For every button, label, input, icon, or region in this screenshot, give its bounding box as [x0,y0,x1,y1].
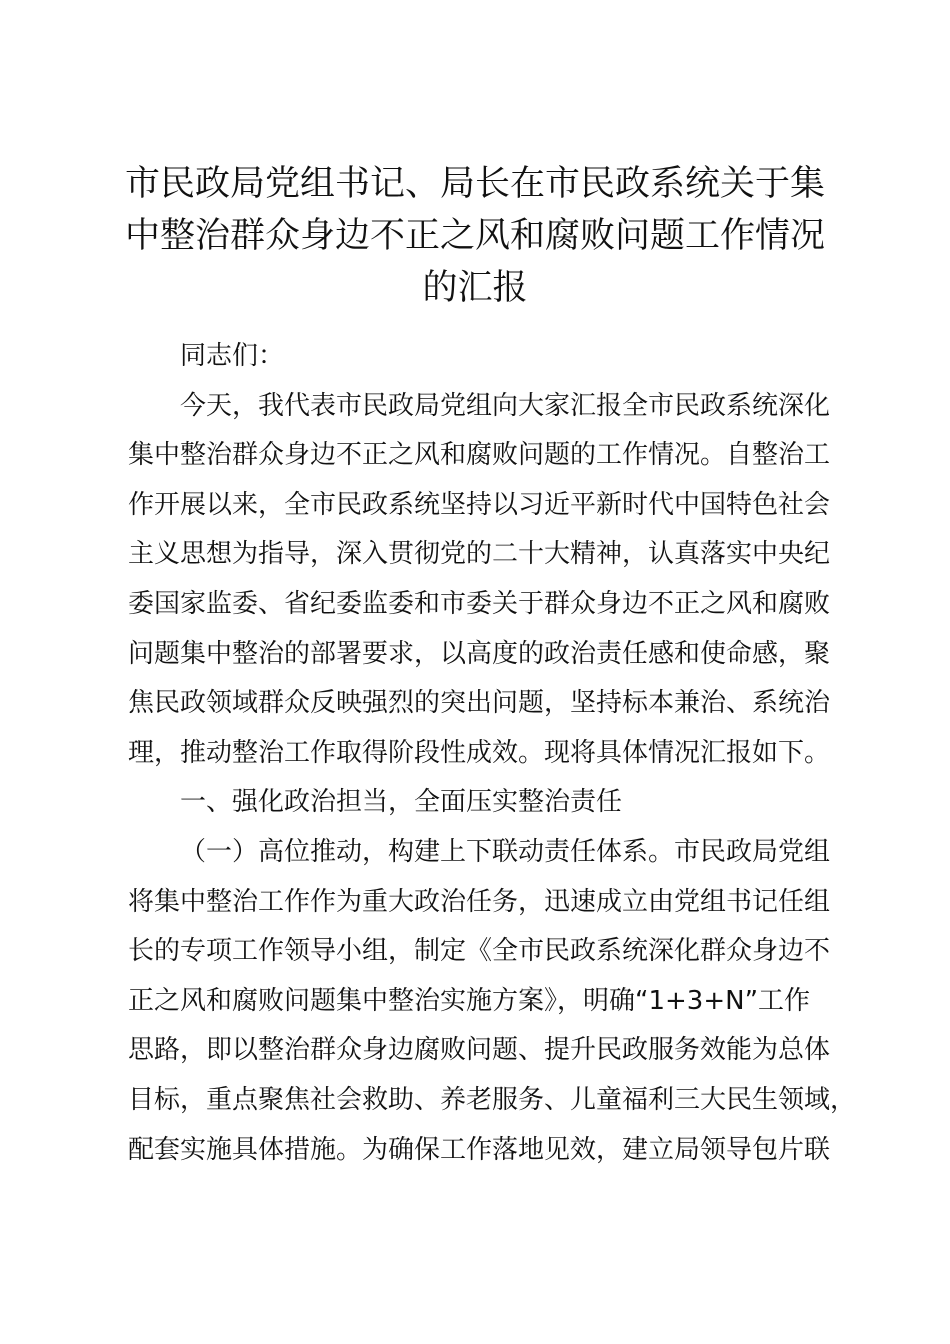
paragraph-line: （一）高位推动，构建上下联动责任体系。市民政局党组 [180,836,831,867]
paragraph-line: 将集中整治工作作为重大政治任务，迅速成立由党组书记任组 [128,886,831,917]
salutation: 同志们： [180,341,285,371]
paragraph-line: 目标，重点聚焦社会救助、养老服务、儿童福利三大民生领域， [128,1084,857,1115]
paragraph-line: 今天，我代表市民政局党组向大家汇报全市民政系统深化 [180,390,831,421]
title-line: 中整治群众身边不正之风和腐败问题工作情况 [124,216,825,256]
paragraph-line: 理，推动整治工作取得阶段性成效。现将具体情况汇报如下。 [128,737,831,768]
paragraph-line: 集中整治群众身边不正之风和腐败问题的工作情况。自整治工 [128,440,831,471]
paragraph-line: 焦民政领域群众反映强烈的突出问题，坚持标本兼治、系统治 [128,688,831,719]
paragraph-line: 问题集中整治的部署要求，以高度的政治责任感和使命感，聚 [128,638,831,669]
paragraph-line: 思路，即以整治群众身边腐败问题、提升民政服务效能为总体 [128,1035,831,1066]
paragraph-line: 委国家监委、省纪委监委和市委关于群众身边不正之风和腐败 [128,588,831,619]
paragraph-line: 配套实施具体措施。为确保工作落地见效，建立局领导包片联 [128,1134,831,1165]
paragraph-line: 作开展以来，全市民政系统坚持以习近平新时代中国特色社会 [128,489,831,520]
paragraph-line: 主义思想为指导，深入贯彻党的二十大精神，认真落实中央纪 [128,539,831,570]
section-heading: 一、强化政治担当，全面压实整治责任 [180,787,623,818]
title-line: 市民政局党组书记、局长在市民政系统关于集 [124,164,825,204]
document-body [128,332,868,1175]
title-line: 的汇报 [422,268,528,308]
paragraph-line: 长的专项工作领导小组，制定《全市民政系统深化群众身边不 [128,936,831,967]
document-title [100,158,850,314]
paragraph-line: 正之风和腐败问题集中整治实施方案》，明确“1+3+N”工作 [128,985,811,1016]
